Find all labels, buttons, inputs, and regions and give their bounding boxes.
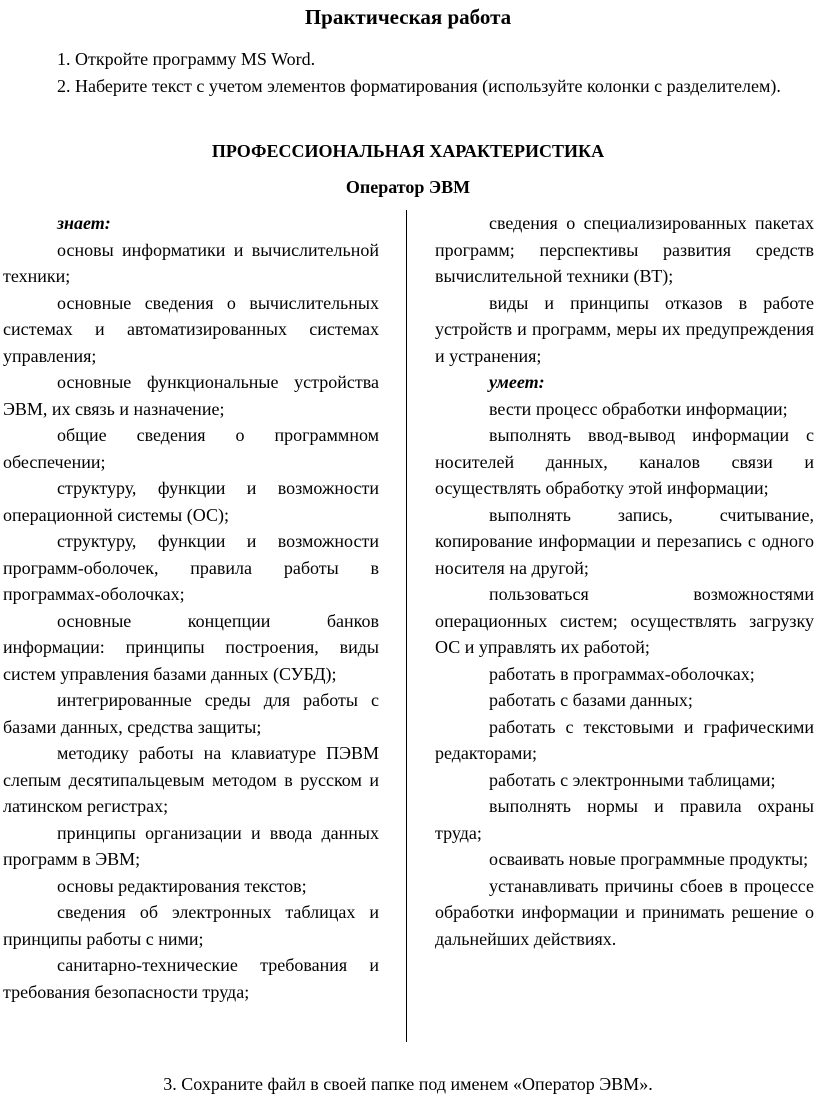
can-item: работать в программах-оболочках; [489, 663, 755, 684]
can-item: вести процесс обработки информации; [489, 398, 788, 419]
page-title: Практическая работа [304, 5, 512, 29]
knows-item: основные сведения о вычислительных системах и автоматизированных системах управления; [3, 292, 379, 366]
knows-item: интегрированные среды для работы с базами данных, средства защиты; [3, 690, 379, 737]
knows-item: структуру, функции и возможности операционной системы (ОС); [3, 478, 379, 525]
knows-item: основы редактирования текстов; [57, 875, 307, 896]
knows-item: сведения о специализированных пакетах программ; перспективы развития средств вычислительной техники (ВТ); [435, 213, 814, 286]
knows-item: структуру, функции и возможности программ-оболочек, правила работы в программах-оболочках; [3, 531, 379, 604]
can-item: пользоваться возможностями операционных систем; осуществлять загрузку ОС и управлять их работой; [435, 584, 814, 657]
can-item: осваивать новые программные продукты; [489, 849, 809, 869]
can-item: работать с электронными таблицами; [489, 769, 776, 790]
knows-item: основы информатики и вычислительной техники; [3, 239, 379, 286]
knows-item: санитарно-технические требования и требования безопасности труда; [3, 955, 379, 1002]
knows-item: общие сведения о программном обеспечении; [3, 425, 379, 472]
instruction-step-1: 1. Откройте программу MS Word. [57, 49, 316, 69]
knows-item: методику работы на клавиатуре ПЭВМ слепым десятипальцевым методом в русском и латинском регистрах; [3, 743, 379, 816]
can-item: работать с базами данных; [489, 690, 693, 710]
can-label: умеет: [489, 372, 545, 392]
can-item: работать с текстовыми и графическими редакторами; [435, 716, 814, 763]
instruction-step-2: 2. Наберите текст с учетом элементов форматирования (используйте колонки с разделителем). [57, 75, 781, 96]
section-heading: ПРОФЕССИОНАЛЬНАЯ ХАРАКТЕРИСТИКА [211, 141, 605, 161]
instructions [0, 46, 816, 99]
knows-item: принципы организации и ввода данных программ в ЭВМ; [3, 822, 379, 869]
knows-item: сведения об электронных таблицах и принципы работы с ними; [3, 902, 379, 949]
section-subheading: Оператор ЭВМ [345, 177, 471, 197]
knows-item: основные концепции банков информации: принципы построения, виды систем управления базами данных (СУБД); [3, 610, 379, 684]
right-column [435, 210, 814, 952]
can-item: выполнять запись, считывание, копирование информации и перезапись с одного носителя на другой; [435, 504, 814, 578]
can-item: устанавливать причины сбоев в процессе обработки информации и принимать решение о дальнейших действиях. [435, 875, 814, 949]
knows-item: виды и принципы отказов в работе устройств и программ, меры их предупреждения и устранения; [435, 292, 814, 366]
knows-label: знает: [57, 213, 111, 233]
knows-item: основные функциональные устройства ЭВМ, их связь и назначение; [3, 372, 379, 419]
column-divider [406, 210, 407, 1042]
can-item: выполнять нормы и правила охраны труда; [435, 796, 814, 843]
instruction-step-3: 3. Сохраните файл в своей папке под именем «Оператор ЭВМ». [163, 1074, 653, 1094]
can-item: выполнять ввод-вывод информации с носителей данных, каналов связи и осуществлять обработку этой информации; [435, 425, 814, 498]
left-column [3, 210, 379, 1005]
